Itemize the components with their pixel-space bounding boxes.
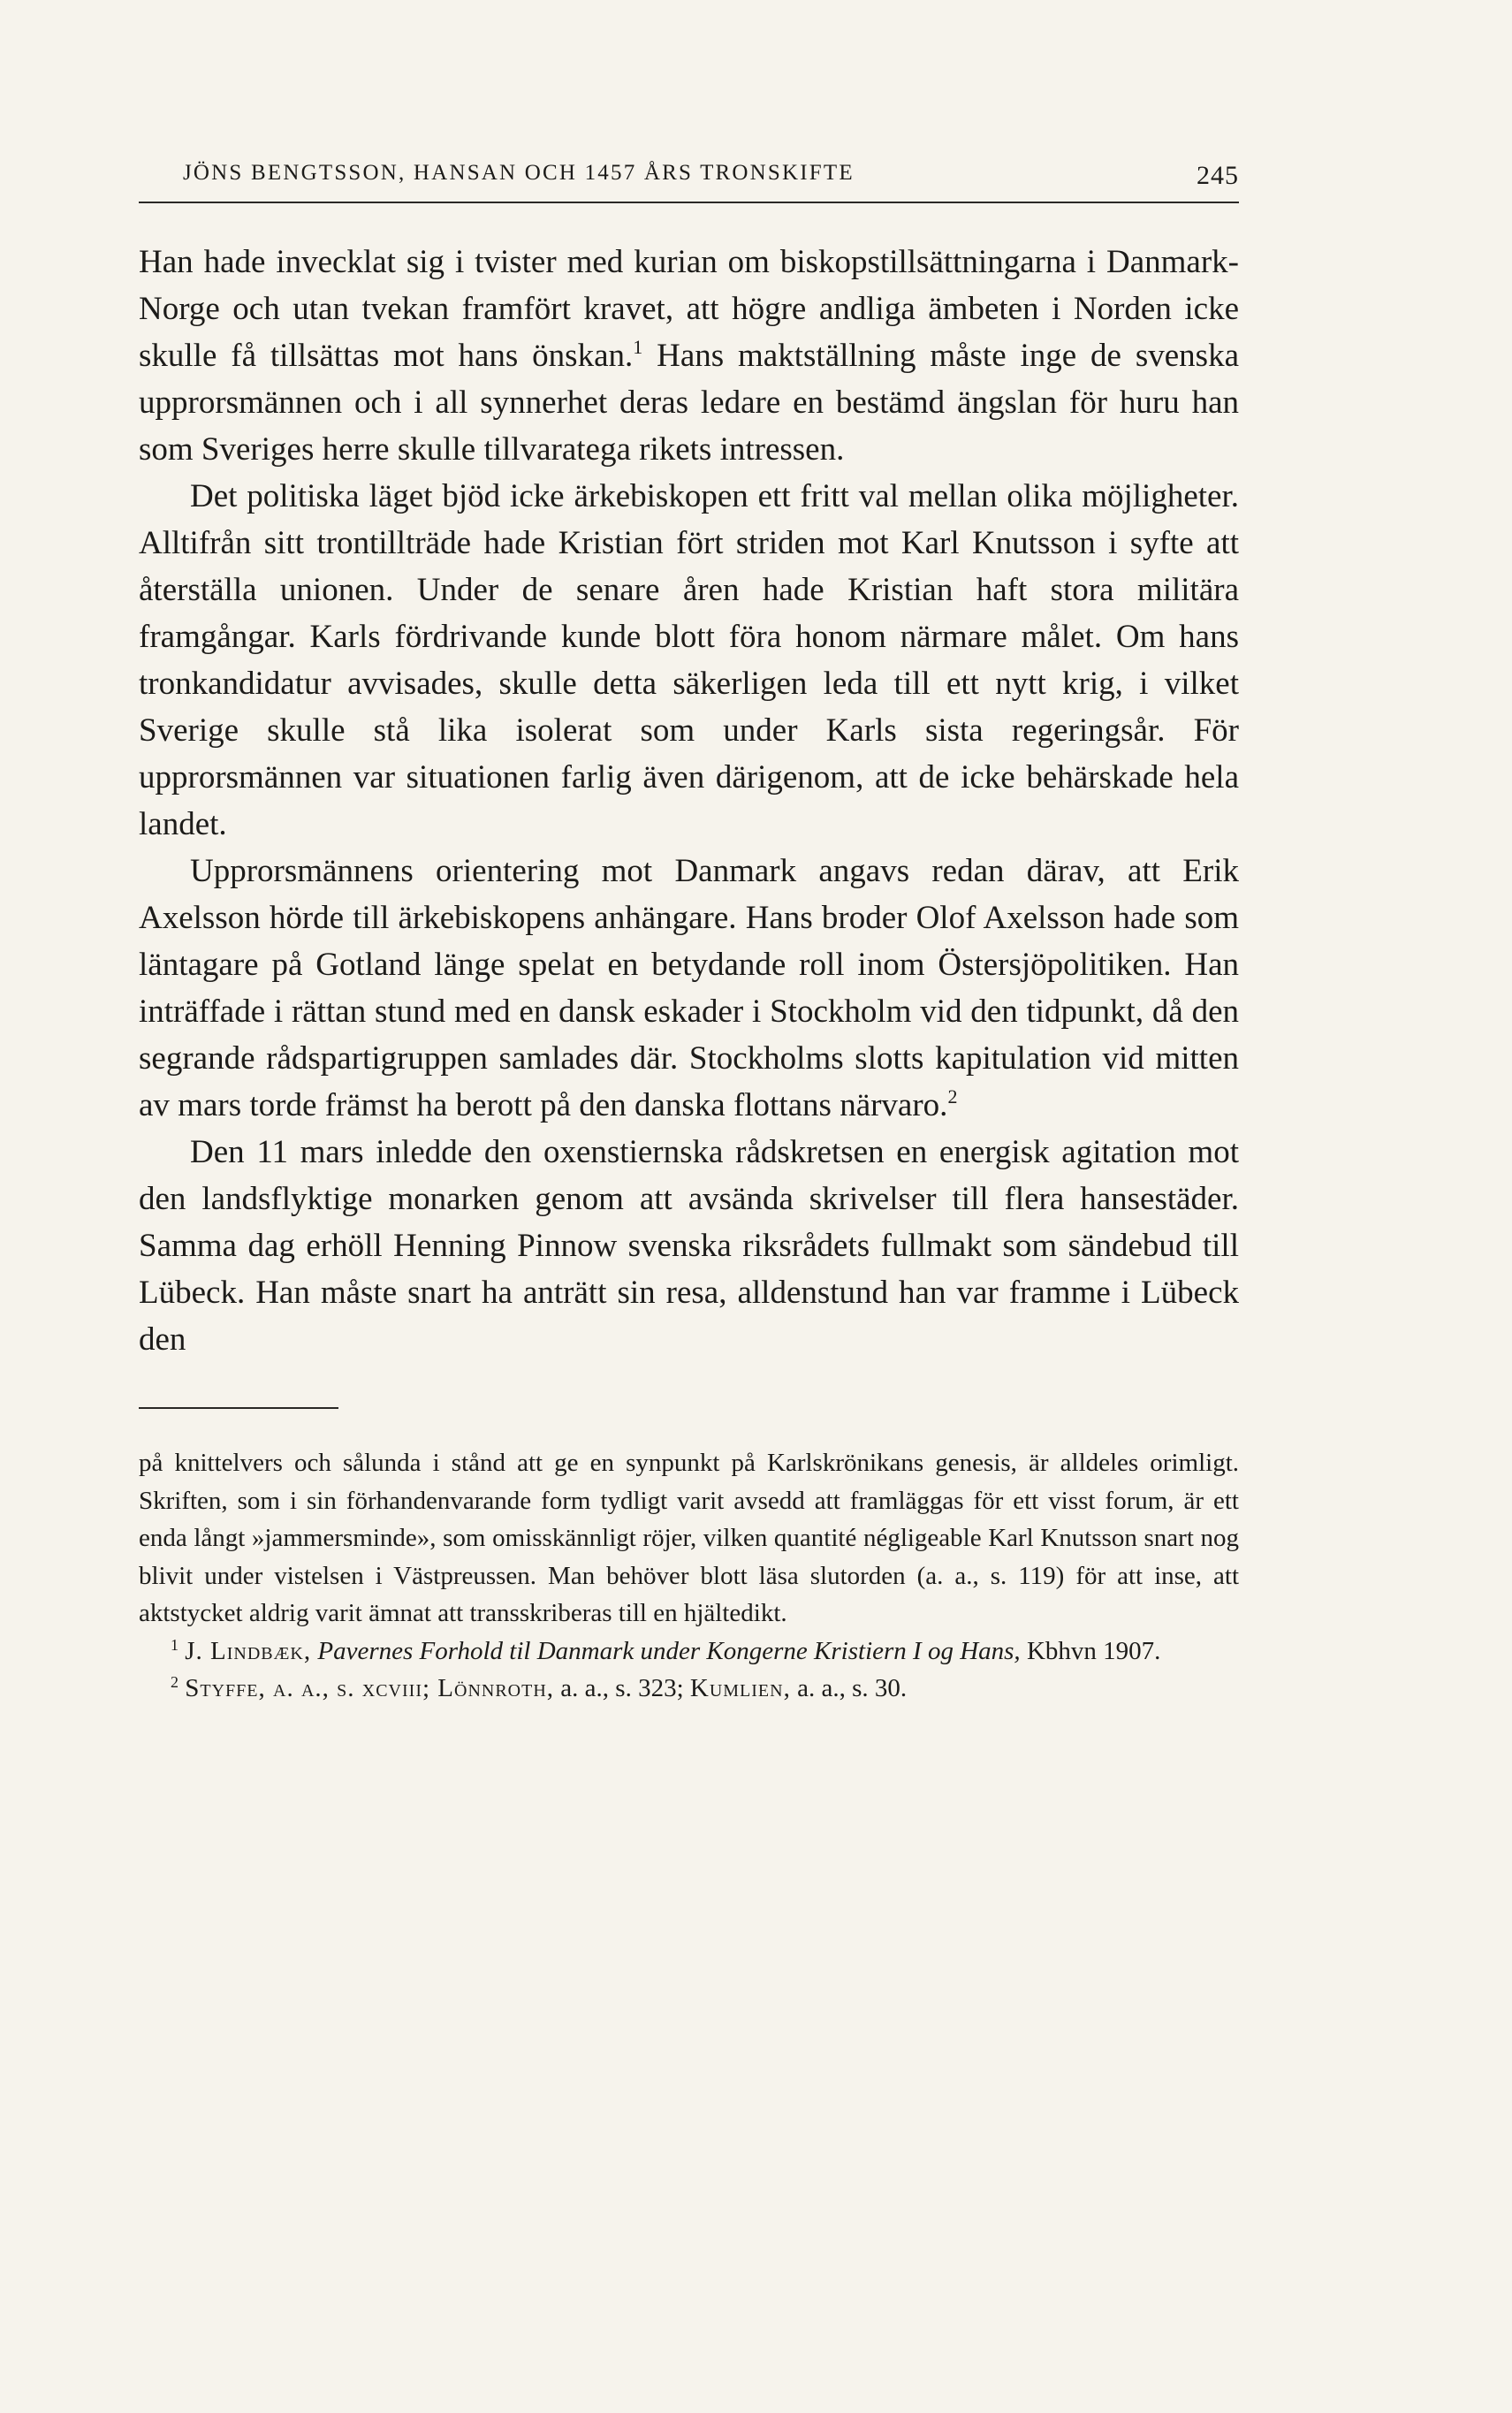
footnote-continued: på knittelvers och sålunda i stånd att ge en synpunkt på Karlskrönikans genesis, är alldeles orimligt. Skriften, som i sin förhandenvarande form tydligt varit avsedd att framläggas för ett visst forum, är ett enda långt »jammersminde», som omisskännligt röjer, vilken quantité négligeable Karl Knutsson snart nog blivit under vistelsen i Västpreussen. Man behöver blott läsa slutorden (a. a., s. 119) för att inse, att aktstycket aldrig varit ämnat att transskriberas till en hjältedikt. [139, 1449, 1239, 1627]
footnote-ref-1: 1 [633, 336, 643, 358]
footnote-2-ref-2: a. a., s. 323; [554, 1674, 690, 1702]
footnote-divider [139, 1407, 338, 1409]
footnote-1-mark: 1 [171, 1635, 179, 1654]
footnote-ref-2: 2 [947, 1085, 958, 1108]
page-number: 245 [1197, 161, 1239, 190]
paragraph-3 [139, 848, 1239, 1129]
footnote-2 [139, 1670, 1239, 1708]
footnote-1-title: Pavernes Forhold til Danmark under Kongerne Kristiern I og Hans, [317, 1636, 1021, 1665]
paragraph-2: Det politiska läget bjöd icke ärkebiskopen ett fritt val mellan olika möjligheter. Alltifrån sitt trontillträde hade Kristian fört striden mot Karl Knutsson i syfte att återställa unionen. Under de senare åren hade Kristian haft stora militära framgångar. Karls fördrivande kunde blott föra honom närmare målet. Om hans tronkandidatur avvisades, skulle detta säkerligen leda till ett nytt krig, i vilket Sverige skulle stå lika isolerat som under Karls sista regeringsår. För upprorsmännen var situationen farlig även därigenom, att de icke behärskade hela landet. [139, 478, 1239, 842]
body-text [139, 239, 1239, 1363]
running-title: JÖNS BENGTSSON, HANSAN OCH 1457 ÅRS TRONSKIFTE [183, 161, 855, 185]
paragraph-3-text: Upprorsmännens orientering mot Danmark angavs redan därav, att Erik Axelsson hörde till ärkebiskopens anhängare. Hans broder Olof Axelsson hade som läntagare på Gotland länge spelat en betydande roll inom Östersjöpolitiken. Han inträffade i rättan stund med en dansk eskader i Stockholm vid den tidpunkt, då den segrande rådspartigruppen samlades där. Stockholms slotts kapitulation vid mitten av mars torde främst ha berott på den danska flottans närvaro. [139, 853, 1239, 1123]
footnote-2-ref-3: a. a., s. 30. [790, 1674, 908, 1702]
footnote-2-author-2: Lönnroth, [437, 1674, 555, 1702]
paragraph-1 [139, 239, 1239, 473]
footnotes [139, 1444, 1239, 1708]
paragraph-1-text: Han hade invecklat sig i tvister med kurian om biskopstillsättningarna i Danmark-Norge och utan tvekan framfört kravet, att högre andliga ämbeten i Norden icke skulle få tillsättas mot hans önskan. [139, 244, 1239, 374]
running-head [139, 150, 1239, 203]
paragraph-1-continued: Hans maktställning måste inge de svenska upprorsmännen och i all synnerhet deras ledare en bestämd ängslan för huru han som Sveriges herre skulle tillvaratega rikets intressen. [139, 338, 1239, 468]
footnote-1-rest: Kbhvn 1907. [1020, 1636, 1161, 1665]
footnote-2-author-3: Kumlien, [689, 1674, 791, 1702]
footnote-2-author-1: Styffe, [185, 1674, 266, 1702]
book-page [139, 150, 1239, 1708]
footnote-2-ref-1: a. a., s. xcviii; [265, 1674, 438, 1702]
paragraph-4: Den 11 mars inledde den oxenstiernska rådskretsen en energisk agitation mot den landsflyktige monarken genom att avsända skrivelser till flera hansestäder. Samma dag erhöll Henning Pinnow svenska riksrådets fullmakt som sändebud till Lübeck. Han måste snart ha anträtt sin resa, alldenstund han var framme i Lübeck den [139, 1134, 1239, 1358]
footnote-2-mark: 2 [171, 1673, 179, 1691]
footnote-1 [139, 1633, 1239, 1671]
footnote-1-author: J. Lindbæk, [185, 1636, 312, 1665]
